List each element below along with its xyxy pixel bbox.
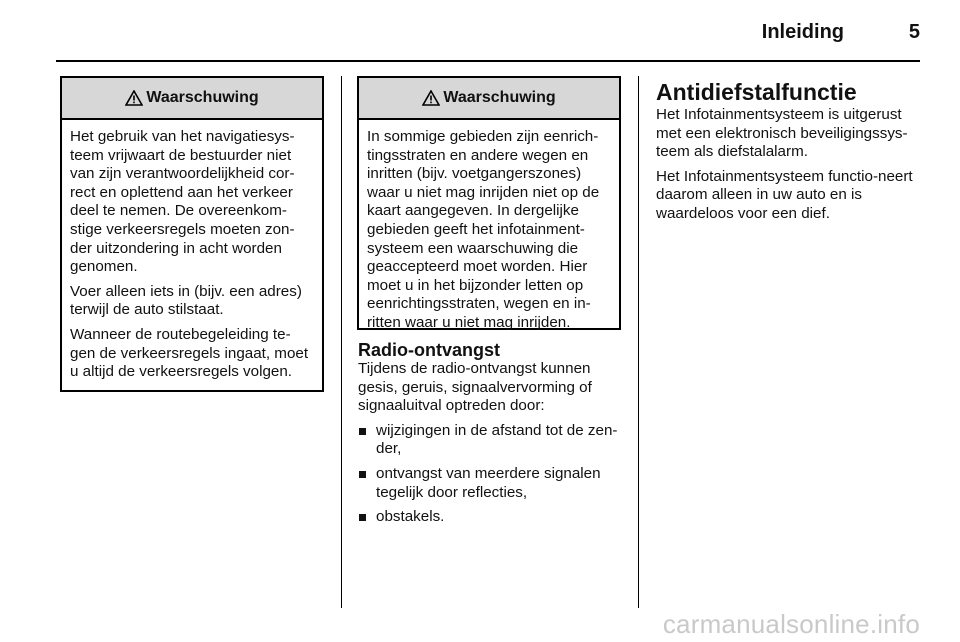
section-heading: Antidiefstalfunctie <box>656 79 857 105</box>
warning-paragraph: Het gebruik van het navigatiesys-teem vrijwaart de bestuurder niet van zijn verantwoordelijkheid cor-rect en oplettend aan het verkeer deel te nemen. De overeenkom-stige verkeersregels moeten zon-der uitzondering in acht worden genomen. <box>70 128 295 276</box>
page-header <box>56 18 920 54</box>
list-item-text: wijzigingen in de afstand tot de zen-der, <box>376 421 618 458</box>
page-number: 5 <box>908 21 920 43</box>
bullet-list <box>358 422 624 527</box>
column-divider-left <box>341 76 342 608</box>
list-item-text: ontvangst van meerdere signalen tegelijk door reflecties, <box>376 464 601 501</box>
warning-paragraph: Voer alleen iets in (bijv. een adres) terwijl de auto stilstaat. <box>70 282 302 319</box>
warning-paragraph: Wanneer de routebegeleiding te-gen de verkeersregels ingaat, moet u altijd de verkeersregels volgen. <box>70 325 309 381</box>
list-item-text: obstakels. <box>376 508 445 526</box>
warning-header <box>359 78 619 120</box>
section-paragraph: Het Infotainmentsysteem is uitgerust met een elektronisch beveiligingssys-teem als diefstalalarm. <box>656 106 908 161</box>
section-paragraph: Het Infotainmentsysteem functio-neert daarom alleen in uw auto en is waardeloos voor een dief. <box>656 167 913 222</box>
section-radio-reception <box>358 340 624 533</box>
warning-box-navigation <box>60 76 324 392</box>
list-item <box>358 508 624 527</box>
warning-body <box>62 120 322 390</box>
column-divider-right <box>638 76 639 608</box>
warning-body <box>359 120 619 341</box>
section-heading: Radio-ontvangst <box>358 340 500 360</box>
header-rule <box>56 60 920 62</box>
warning-triangle-icon <box>422 90 440 106</box>
list-item <box>358 465 624 502</box>
list-item <box>358 422 624 459</box>
warning-box-restricted-roads <box>357 76 621 330</box>
warning-header <box>62 78 322 120</box>
square-bullet-icon <box>359 428 366 435</box>
section-intro: Tijdens de radio-ontvangst kunnen gesis, geruis, signaalvervorming of signaaluitval optreden door: <box>358 360 592 415</box>
square-bullet-icon <box>359 514 366 521</box>
warning-title: Waarschuwing <box>443 89 556 106</box>
warning-triangle-icon <box>125 90 143 106</box>
page-title: Inleiding <box>761 21 844 43</box>
watermark: carmanualsonline.info <box>662 609 920 639</box>
warning-paragraph: In sommige gebieden zijn eenrich-tingsstraten en andere wegen en inritten (bijv. voetgangerszones) waar u niet mag inrijden niet op de kaart aangegeven. In dergelijke gebieden geeft het infotainment-systeem een waarschuwing die geaccepteerd moet worden. Hier moet u in het bijzonder letten op eenrichtingsstraten, wegen en in-ritten waar u niet mag inrijden. <box>367 128 600 331</box>
square-bullet-icon <box>359 471 366 478</box>
section-antitheft <box>656 78 924 230</box>
warning-title: Waarschuwing <box>146 89 259 106</box>
